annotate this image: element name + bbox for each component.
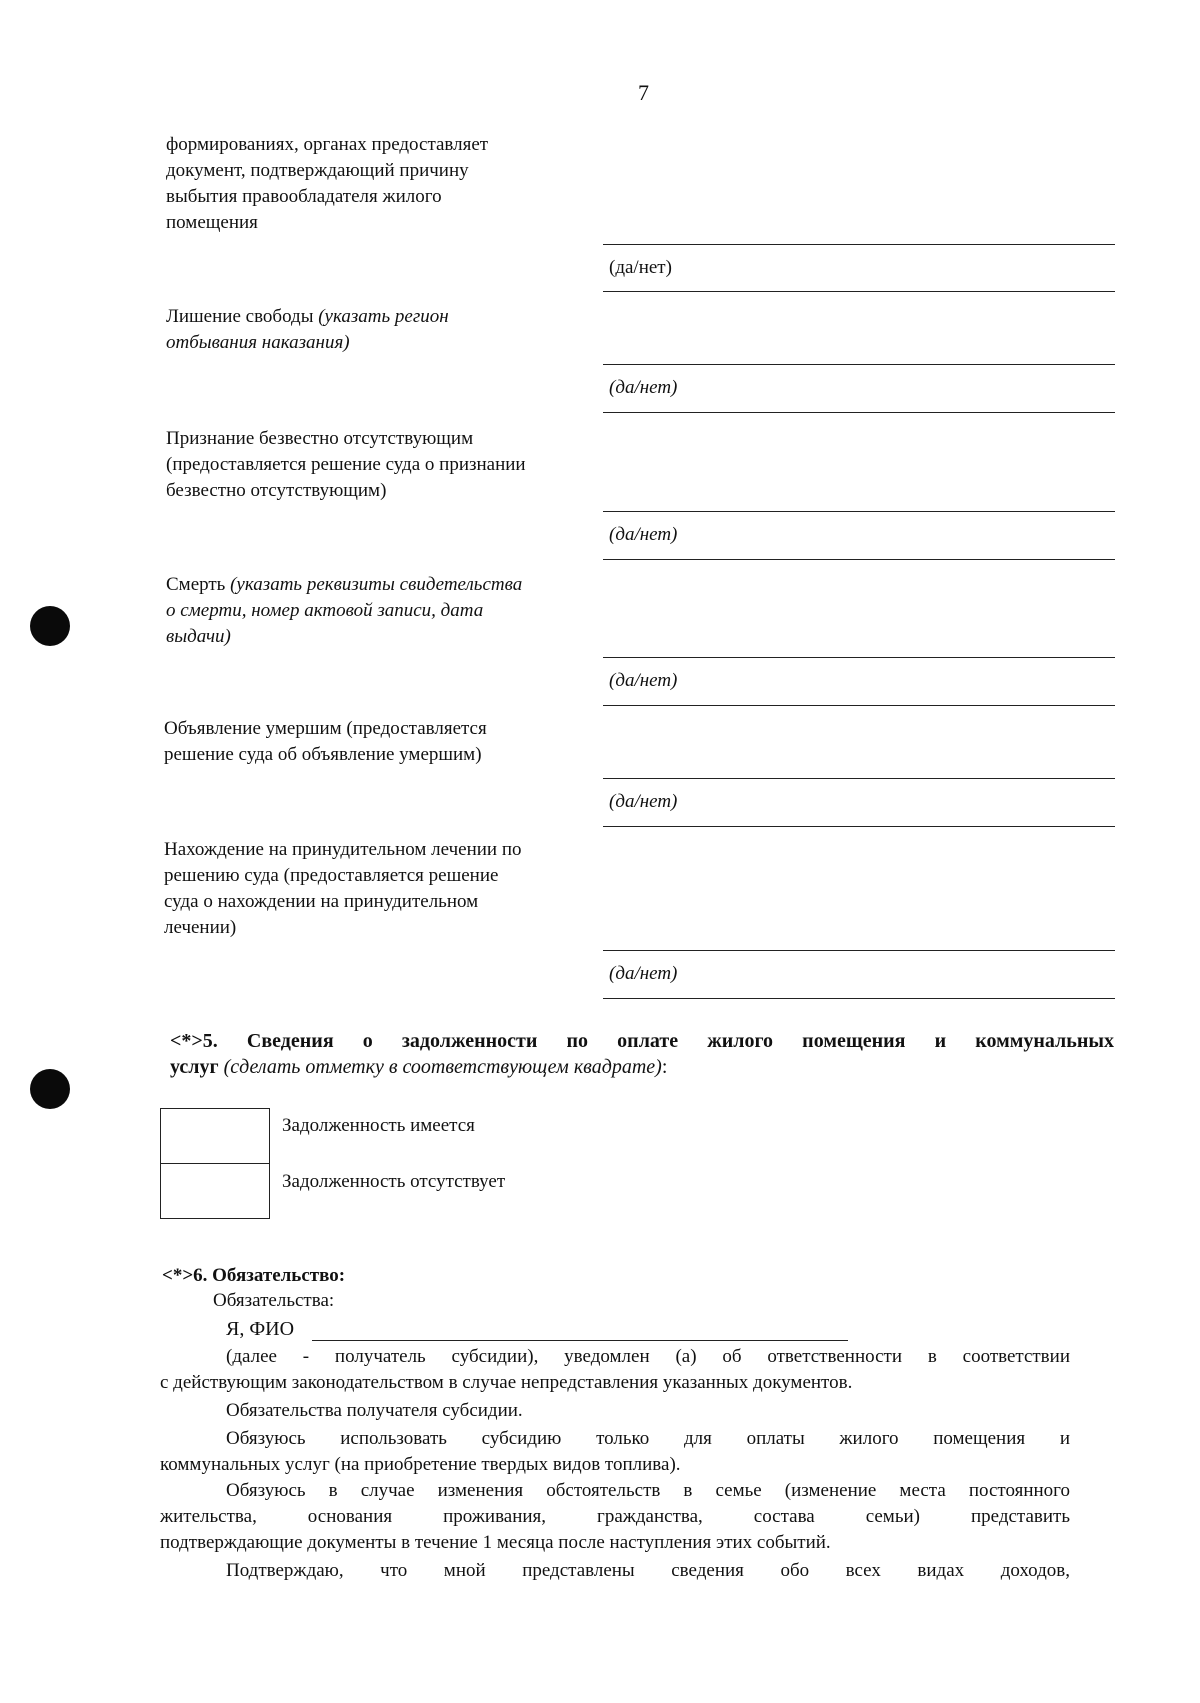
reason-italic: (указать регион: [318, 306, 449, 327]
obligation-p5-line1: Подтверждаю, что мной представлены сведения обо всех видах доходов,: [226, 1560, 1070, 1581]
obligation-p1-line2: с действующим законодательством в случае непредставления указанных документов.: [160, 1372, 853, 1393]
answer-hint: (да/нет): [609, 257, 672, 278]
reason-text-line: Нахождение на принудительном лечении по: [164, 839, 522, 860]
divider-line: [603, 705, 1115, 706]
reason-italic-line: о смерти, номер актовой записи, дата: [166, 600, 484, 621]
obligation-p1-line1: (далее - получатель субсидии), уведомлен (а) об ответственности в соответствии: [226, 1346, 1070, 1367]
reason-text-line: выбытия правообладателя жилого: [166, 186, 442, 207]
reason-italic-line: отбывания наказания): [166, 332, 350, 353]
obligation-p4-line2: жительства, основания проживания, гражданства, состава семьи) представить: [160, 1506, 1070, 1527]
reason-text-line: Признание безвестно отсутствующим: [166, 428, 474, 449]
reason-item: [166, 572, 522, 650]
answer-hint: (да/нет): [609, 377, 678, 398]
fio-label: Я, ФИО: [226, 1318, 295, 1340]
divider-line: [603, 412, 1115, 413]
section6-subheading: Обязательства:: [213, 1290, 335, 1311]
reason-item: [166, 132, 488, 236]
reason-item: [164, 837, 522, 941]
reason-text-line: лечении): [164, 917, 237, 938]
reason-text-line: помещения: [166, 212, 258, 233]
checkbox-label-debt-present: Задолженность имеется: [282, 1115, 475, 1136]
reason-text-line: решению суда (предоставляется решение: [164, 865, 499, 886]
checkbox-debt-absent[interactable]: [160, 1163, 270, 1219]
obligation-p3-line2: коммунальных услуг (на приобретение твердых видов топлива).: [160, 1454, 681, 1475]
reason-italic: (указать реквизиты свидетельства: [230, 574, 523, 595]
answer-line[interactable]: [603, 244, 1115, 245]
reason-text-line: суда о нахождении на принудительном: [164, 891, 479, 912]
page-number: 7: [638, 80, 649, 105]
divider-line: [603, 998, 1115, 999]
answer-hint: (да/нет): [609, 963, 678, 984]
reason-text-line: формированиях, органах предоставляет: [166, 134, 489, 155]
answer-line[interactable]: [603, 657, 1115, 658]
checkbox-debt-present[interactable]: [160, 1108, 270, 1164]
obligation-p4-line3: подтверждающие документы в течение 1 месяца после наступления этих событий.: [160, 1532, 831, 1553]
answer-line[interactable]: [603, 950, 1115, 951]
answer-line[interactable]: [603, 511, 1115, 512]
section5-heading-italic: (сделать отметку в соответствующем квадрате): [223, 1056, 662, 1078]
reason-text-line: безвестно отсутствующим): [166, 480, 387, 501]
section5-heading-line1: <*>5. Сведения о задолженности по оплате жилого помещения и коммунальных: [170, 1030, 1114, 1052]
reason-lead: Смерть: [166, 574, 226, 595]
punch-hole-bottom: [30, 1069, 70, 1109]
answer-hint: (да/нет): [609, 791, 678, 812]
answer-hint: (да/нет): [609, 670, 678, 691]
reason-text-line: (предоставляется решение суда о признании: [166, 454, 526, 475]
divider-line: [603, 291, 1115, 292]
obligation-p3-line1: Обязуюсь использовать субсидию только для оплаты жилого помещения и: [226, 1428, 1070, 1449]
section5-heading-bold: услуг: [170, 1056, 219, 1078]
reason-item: [166, 426, 526, 504]
reason-item: [164, 716, 487, 768]
answer-line[interactable]: [603, 364, 1115, 365]
reason-lead: Лишение свободы: [166, 306, 314, 327]
reason-text-line: документ, подтверждающий причину: [166, 160, 469, 181]
obligation-p4-line1: Обязуюсь в случае изменения обстоятельств в семье (изменение места постоянного: [226, 1480, 1070, 1501]
reason-item: [166, 304, 449, 356]
reason-text-line: Объявление умершим (предоставляется: [164, 718, 487, 739]
reason-text-line: решение суда об объявление умершим): [164, 744, 482, 765]
answer-line[interactable]: [603, 778, 1115, 779]
checkbox-label-debt-absent: Задолженность отсутствует: [282, 1171, 506, 1192]
answer-hint: (да/нет): [609, 524, 678, 545]
section5-heading: [170, 1028, 1114, 1080]
punch-hole-top: [30, 606, 70, 646]
obligation-p2: Обязательства получателя субсидии.: [226, 1400, 523, 1421]
reason-italic-line: выдачи): [166, 626, 231, 647]
section5-heading-colon: :: [661, 1056, 668, 1078]
section6-heading: <*>6. Обязательство:: [162, 1265, 346, 1286]
divider-line: [603, 826, 1115, 827]
fio-input-line[interactable]: [312, 1340, 848, 1341]
divider-line: [603, 559, 1115, 560]
